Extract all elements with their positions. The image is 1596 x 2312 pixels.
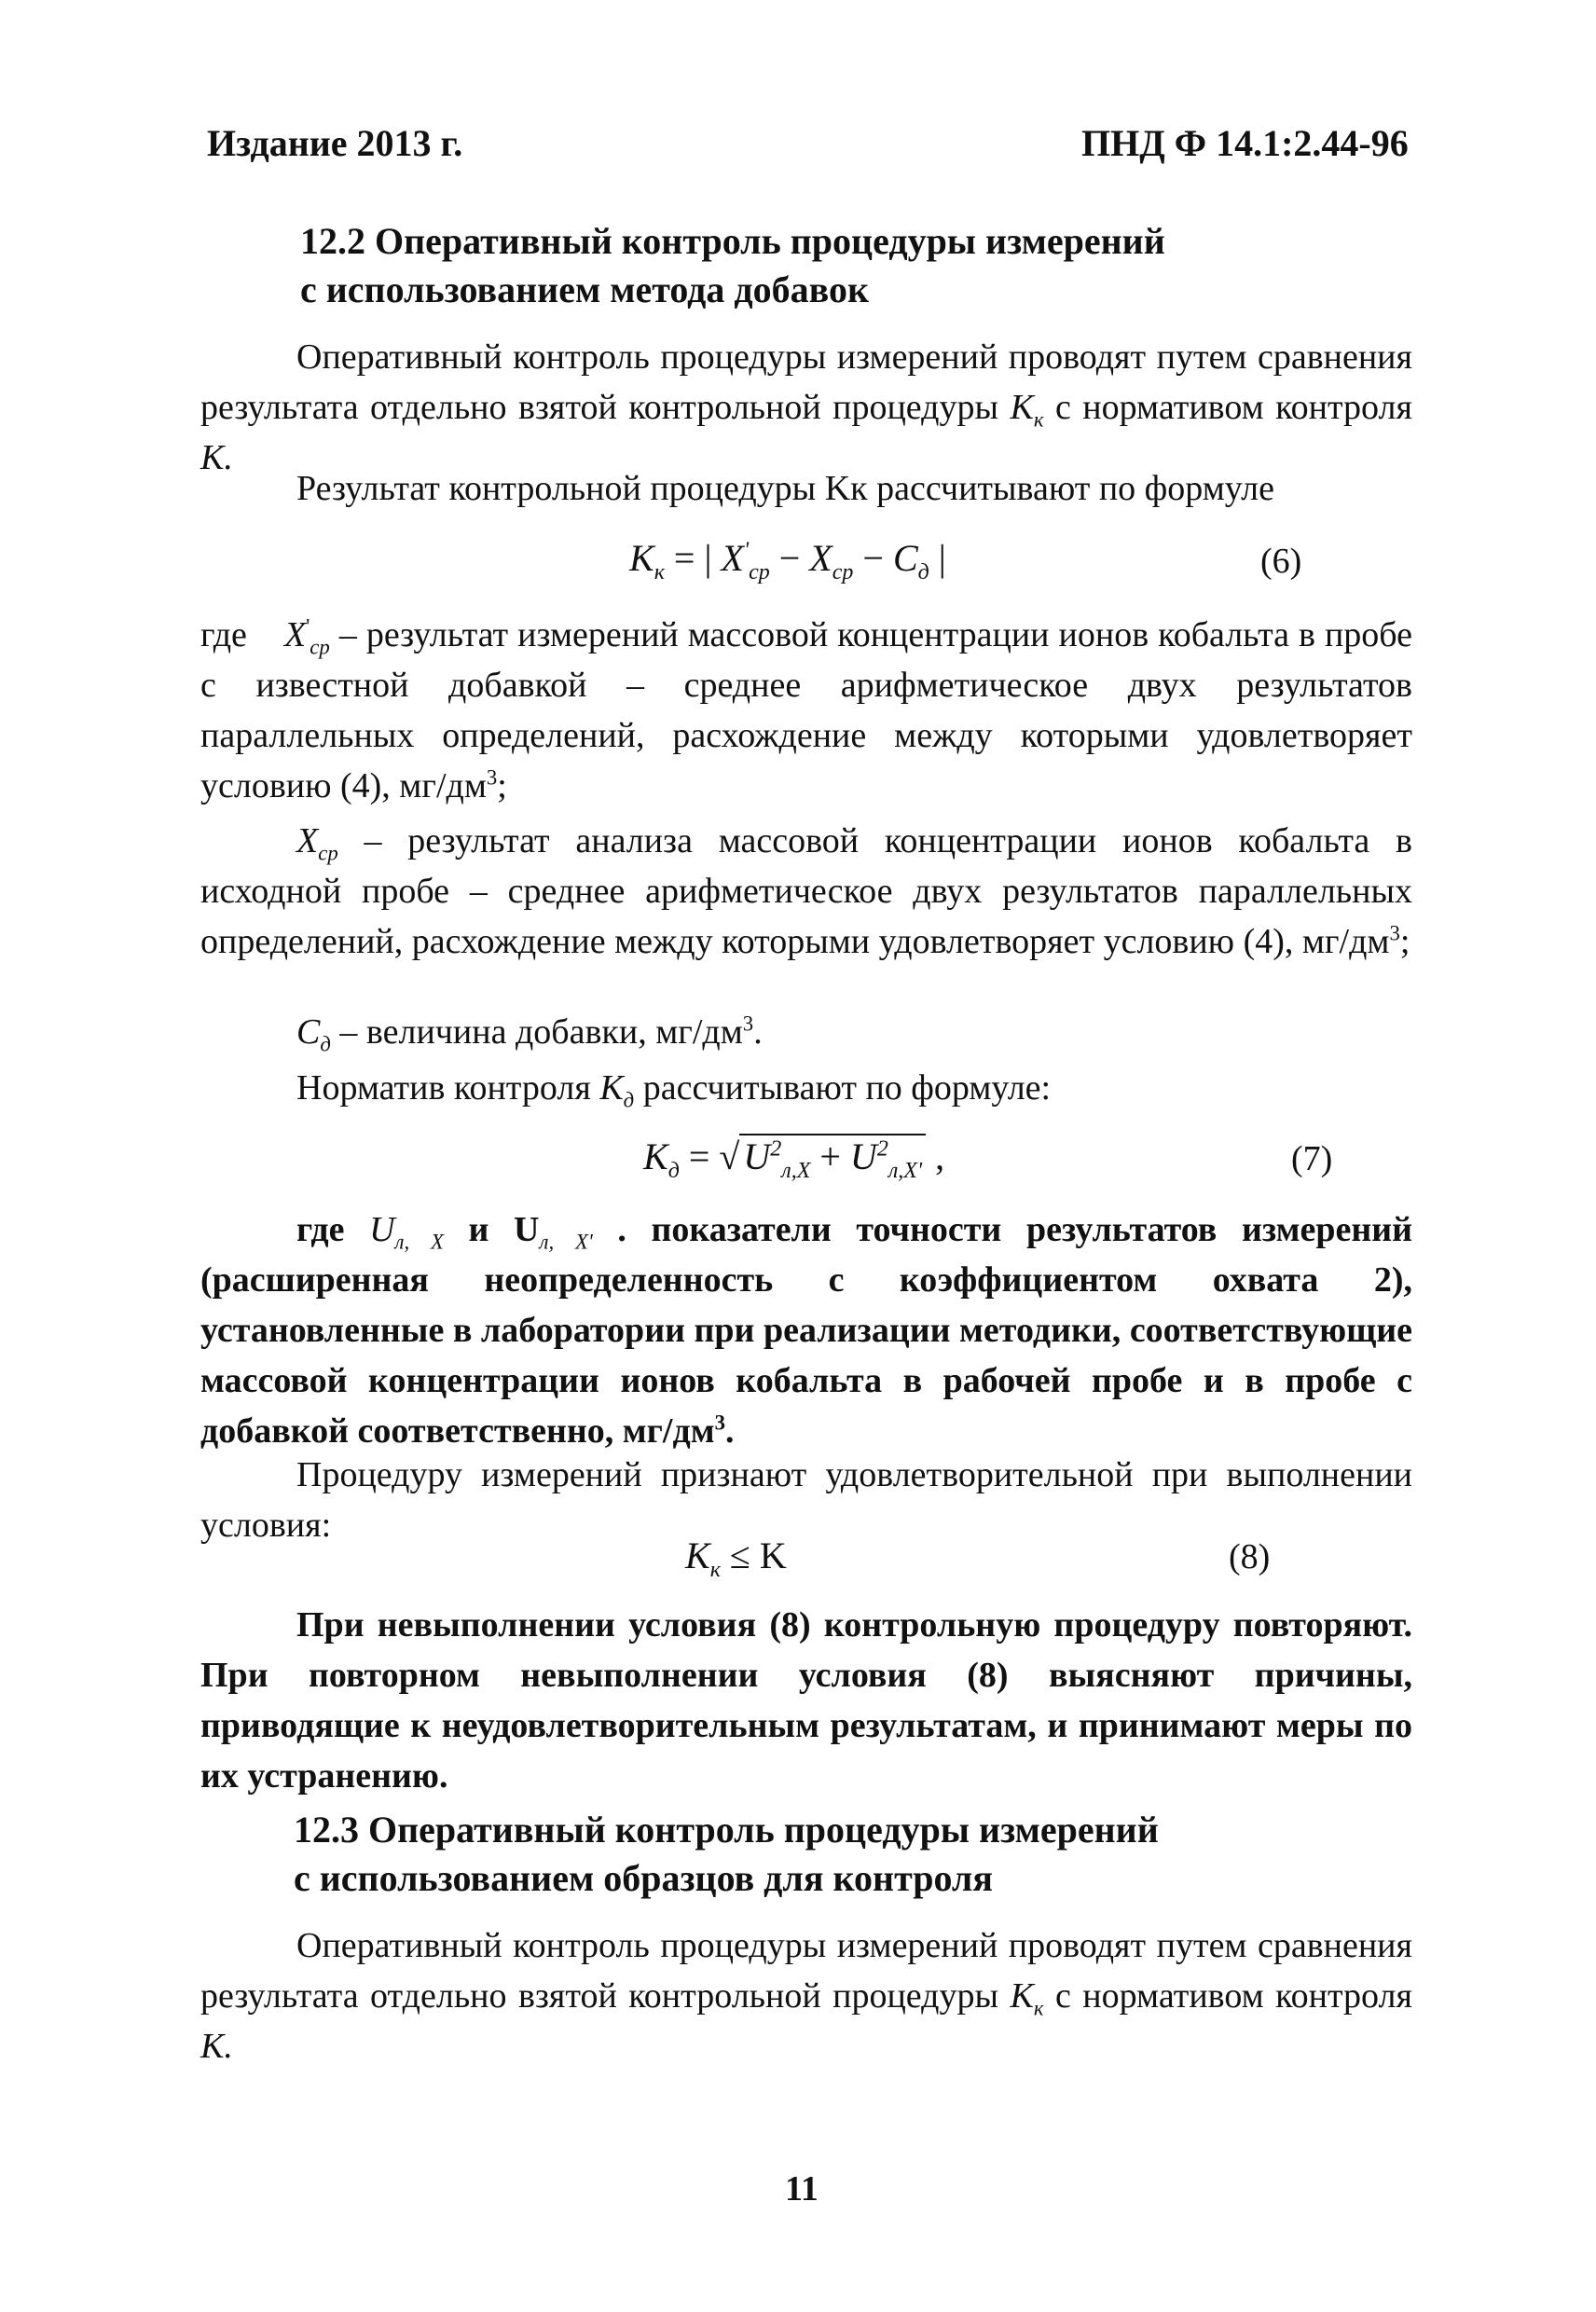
formula-7: $K_д$ = √ $U^2_{л,X} + U^2_{л,X'}$ , xyxy=(643,1135,945,1183)
intro-symbol-kk: K. xyxy=(200,438,233,477)
intro-text-a: Оперативный контроль процедуры измерений проводят путем сравнения результата отдельно взятой контрольной процедуры xyxy=(200,337,1412,427)
acceptance-paragraph: Процедуру измерений признают удовлетворительной при выполнении условия: xyxy=(200,1455,1412,1545)
section-12-3-title-line2: с использованием образцов для контроля xyxy=(294,1857,993,1899)
intro-symbol-k: K xyxy=(1010,388,1034,427)
intro-text-b: с нормативом контроля xyxy=(1043,388,1412,427)
formula-8-number: (8) xyxy=(1229,1537,1271,1576)
definition-x-avg: $X_{ср}$ – результат анализа массовой концентрации ионов кобальта в исходной пробе – среднее арифметическое двух результатов параллельных определений, расхождение между которыми удовлетворяет условию (4), $мг/дм^3$; xyxy=(200,821,1412,961)
intro-symbol-k-sub: к xyxy=(1033,407,1044,432)
section-12-3-intro: Оперативный контроль процедуры измерений проводят путем сравнения результата отдельно взятой контрольной процедуры $K_к$ с нормативом контроля K. xyxy=(200,1926,1412,2066)
definition-x-prime: где $X'_{ср}$ – результат измерений массовой концентрации ионов кобальта в пробе с известной добавкой – среднее арифметическое двух результатов параллельных определений, расхождение между которыми удовлетворяет условию (4), $мг/дм^3$; xyxy=(200,614,1413,805)
precision-indicators-paragraph: где $U_{л, X}$ и $U_{л, X'}$ . показатели точности результатов измерений (расширенная неопределенность с коэффициентом охвата 2), установленные в лаборатории при реализации методики, соответствующие массовой концентрации ионов кобальта в рабочей пробе и в пробе с добавкой соответственно, $мг/дм^3$. xyxy=(200,1210,1413,1451)
formula-8: $K_к \le K$ xyxy=(685,1534,787,1582)
norm-sentence: Норматив контроля $K_д$ рассчитывают по формуле: xyxy=(296,1068,1052,1112)
section-12-2-intro xyxy=(200,332,1412,483)
document-code: ПНД Ф 14.1:2.44-96 xyxy=(1081,122,1409,164)
section-12-3-title-line1: 12.3 Оперативный контроль процедуры измерений xyxy=(294,1809,1159,1851)
definition-c-addition: $C_д$ – величина добавки, $мг/дм^3$. xyxy=(296,1012,763,1056)
section-12-2-title-line1: 12.2 Оперативный контроль процедуры измерений xyxy=(300,220,1165,262)
edition-label: Издание 2013 г. xyxy=(207,122,463,164)
formula-6-number: (6) xyxy=(1260,542,1302,581)
formula-7-number: (7) xyxy=(1291,1139,1333,1178)
page-number: 11 xyxy=(785,2169,819,2209)
calc-sentence: Результат контрольной процедуры Kк рассчитывают по формуле xyxy=(296,469,1274,508)
formula-6: $K_к$ = | $X'_{ср} - X_{ср} - C_д$ | xyxy=(629,537,946,585)
failure-paragraph: При невыполнении условия (8) контрольную процедуру повторяют. При повторном невыполнении условия (8) выясняют причины, приводящие к неудовлетворительным результатам, и принимают меры по их устранению. xyxy=(200,1605,1412,1796)
section-12-2-title-line2: с использованием метода добавок xyxy=(300,268,870,310)
